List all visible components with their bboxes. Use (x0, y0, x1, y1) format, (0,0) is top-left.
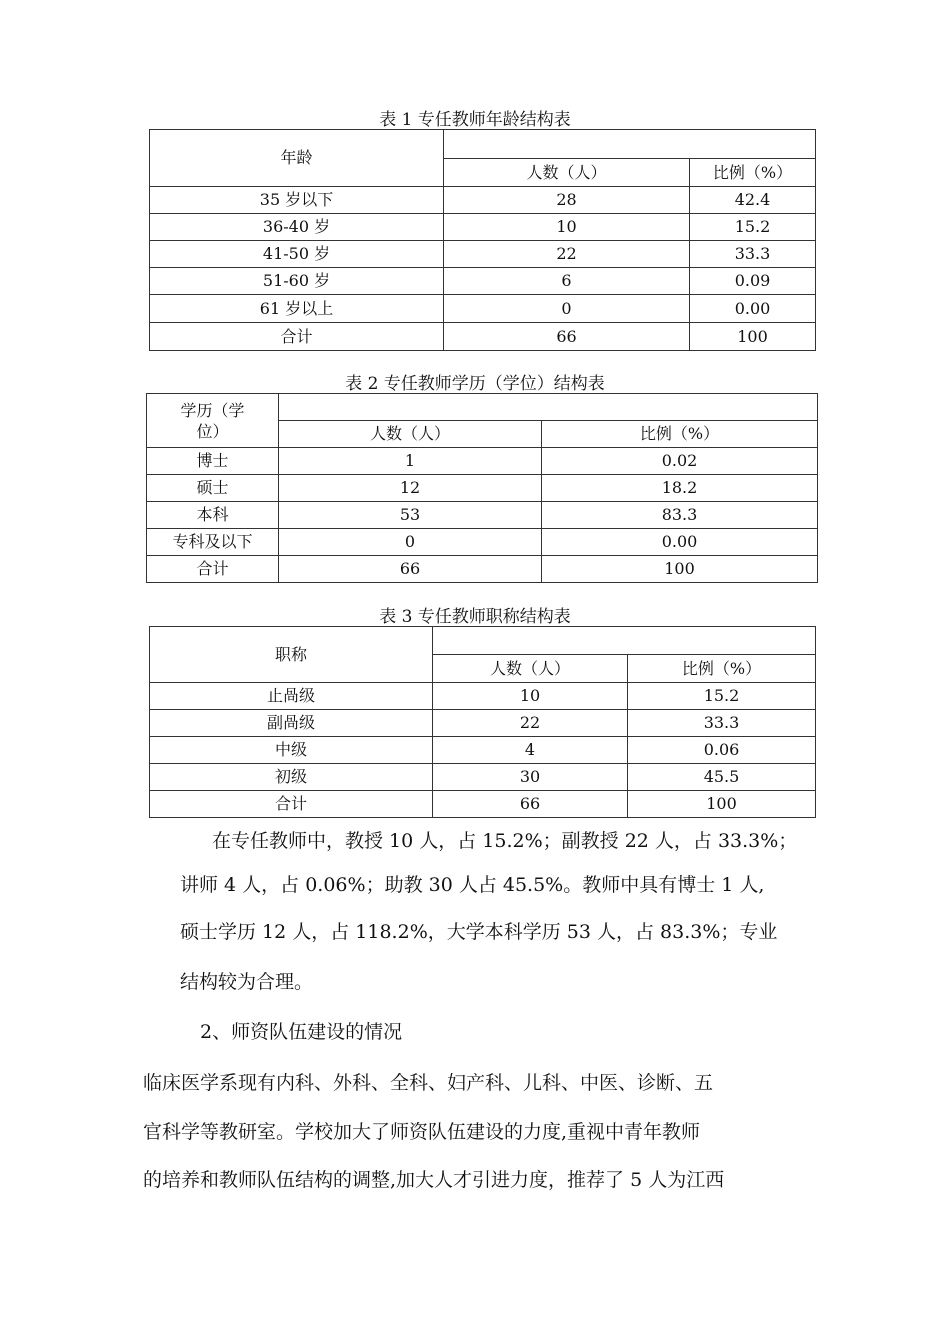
row-ratio: 100 (628, 791, 816, 818)
row-label: 36-40 岁 (150, 214, 444, 241)
table-row (150, 683, 816, 710)
table-row (147, 475, 818, 502)
row-ratio: 18.2 (542, 475, 818, 502)
title-structure-table (149, 626, 816, 818)
row-label: 博士 (147, 448, 279, 475)
table2-row-header-line1: 学历（学 (180, 400, 245, 420)
row-ratio: 100 (542, 556, 818, 583)
table3-col-ratio: 比例（%） (628, 655, 816, 683)
row-ratio: 0.00 (690, 295, 816, 323)
row-ratio: 42.4 (690, 187, 816, 214)
table2-caption: 表 2 专任教师学历（学位）结构表 (345, 374, 605, 394)
section-line-1: 临床医学系现有内科、外科、全科、妇产科、儿科、中医、诊断、五 (143, 1072, 714, 1094)
row-label: 副咼级 (150, 710, 433, 737)
row-label: 合计 (147, 556, 279, 583)
row-count: 30 (433, 764, 628, 791)
row-count: 53 (279, 502, 542, 529)
table-row (150, 791, 816, 818)
table2-col-ratio: 比例（%） (542, 421, 818, 448)
row-label: 专科及以下 (147, 529, 279, 556)
age-structure-table (149, 129, 816, 351)
row-ratio: 15.2 (690, 214, 816, 241)
row-count: 66 (279, 556, 542, 583)
row-label: 本科 (147, 502, 279, 529)
row-count: 22 (433, 710, 628, 737)
row-ratio: 15.2 (628, 683, 816, 710)
row-count: 10 (444, 214, 690, 241)
row-count: 0 (444, 295, 690, 323)
table1-col-ratio: 比例（%） (690, 159, 816, 187)
row-count: 10 (433, 683, 628, 710)
table-row (150, 187, 816, 214)
section-heading: 2、师资队伍建设的情况 (200, 1021, 403, 1043)
table-row (150, 268, 816, 295)
table1-caption: 表 1 专任教师年龄结构表 (379, 110, 571, 130)
row-ratio: 33.3 (690, 241, 816, 268)
education-structure-table (146, 393, 818, 583)
table2-header-blank (279, 394, 818, 421)
row-label: 止咼级 (150, 683, 433, 710)
table3-caption: 表 3 专任教师职称结构表 (379, 607, 571, 627)
section-line-3: 的培养和教师队伍结构的调整,加大人才引进力度，推荐了 5 人为江西 (143, 1169, 725, 1191)
row-label: 61 岁以上 (150, 295, 444, 323)
table-row (147, 448, 818, 475)
table3-col-count: 人数（人） (433, 655, 628, 683)
summary-line-2: 讲师 4 人，占 0.06%；助教 30 人占 45.5%。教师中具有博士 1 人, (180, 874, 765, 896)
table-row (150, 710, 816, 737)
row-ratio: 83.3 (542, 502, 818, 529)
row-count: 66 (444, 323, 690, 351)
row-ratio: 33.3 (628, 710, 816, 737)
row-count: 12 (279, 475, 542, 502)
row-ratio: 0.09 (690, 268, 816, 295)
row-count: 66 (433, 791, 628, 818)
table-row (150, 323, 816, 351)
table1-col-count: 人数（人） (444, 159, 690, 187)
table-row (147, 556, 818, 583)
row-label: 35 岁以下 (150, 187, 444, 214)
table3-row-header: 职称 (150, 627, 433, 683)
row-count: 6 (444, 268, 690, 295)
row-label: 初级 (150, 764, 433, 791)
row-label: 51-60 岁 (150, 268, 444, 295)
row-label: 中级 (150, 737, 433, 764)
row-count: 4 (433, 737, 628, 764)
row-count: 28 (444, 187, 690, 214)
row-label: 合计 (150, 323, 444, 351)
table-row (150, 241, 816, 268)
table1-row-header: 年龄 (150, 130, 444, 187)
table2-row-header-line2: 位） (196, 421, 229, 441)
row-ratio: 0.02 (542, 448, 818, 475)
row-count: 0 (279, 529, 542, 556)
row-count: 22 (444, 241, 690, 268)
row-ratio: 0.00 (542, 529, 818, 556)
row-label: 合计 (150, 791, 433, 818)
summary-line-1: 在专任教师中，教授 10 人，占 15.2%；副教授 22 人，占 33.3%； (212, 830, 798, 852)
table2-col-count: 人数（人） (279, 421, 542, 448)
table-row (150, 737, 816, 764)
summary-line-3: 硕士学历 12 人，占 118.2%，大学本科学历 53 人，占 83.3%；专业 (180, 921, 778, 943)
table1-header-blank (444, 130, 816, 159)
summary-line-4: 结构较为合理。 (180, 971, 314, 993)
row-label: 41-50 岁 (150, 241, 444, 268)
row-ratio: 0.06 (628, 737, 816, 764)
table-row (147, 502, 818, 529)
row-count: 1 (279, 448, 542, 475)
row-ratio: 45.5 (628, 764, 816, 791)
table-row (150, 764, 816, 791)
row-label: 硕士 (147, 475, 279, 502)
table3-header-blank (433, 627, 816, 655)
table2-row-header (147, 394, 279, 448)
table-row (150, 295, 816, 323)
table-row (147, 529, 818, 556)
row-ratio: 100 (690, 323, 816, 351)
table-row (150, 214, 816, 241)
section-line-2: 官科学等教研室。学校加大了师资队伍建设的力度,重视中青年教师 (143, 1121, 701, 1143)
